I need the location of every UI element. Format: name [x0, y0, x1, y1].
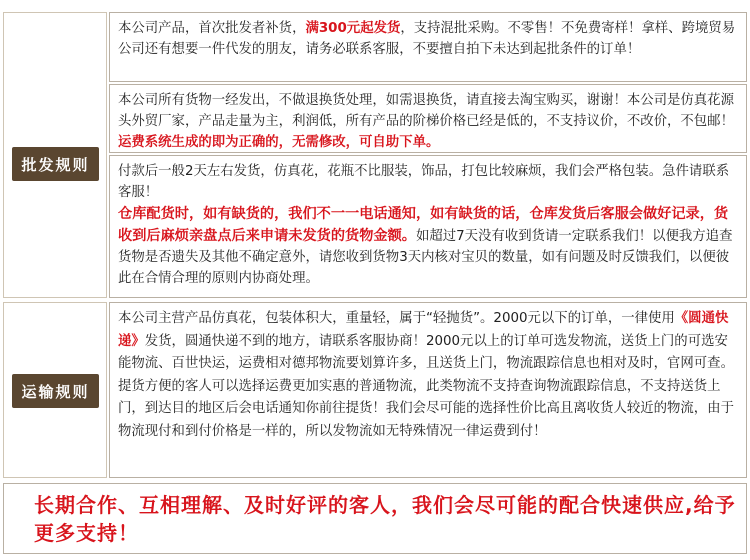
wholesale-minimum-order-text: 本公司产品，首次批发者补货，满300元起发货，支持混批采购。不零售！不免费寄样！拿样、跨境贸易公司还有想要一件代发的朋友，请务必联系客服，不要擅自拍下未达到起批条件的订单！ — [118, 21, 736, 57]
shipping-policy-text: 本公司主营产品仿真花，包装体积大，重量轻，属于“轻抛货”。2000元以下的订单，一律使用《圆通快递》发货，圆通快递不到的地方，请联系客服协商！2000元以上的订单可选发物流，送货上门的可选安能物流、百世快运，运费相对德邦物流要划算许多，且送货上门，物流跟踪信息也相对及时，官网可查。提货方便的客人可以选择运费更加实惠的普通物流，此类物流不支持查询物流跟踪信息，不支持送货上门，到达目的地区后会电话通知你前往提货！我们会尽可能的选择性价比高且离收货人较近的物流，由于物流现付和到付价格是一样的，所以发物流如无特殊情况一律运费到付！ — [118, 311, 734, 439]
no-return-policy-box — [109, 84, 747, 153]
wholesale-label-column — [3, 12, 107, 298]
wholesale-minimum-order-box — [109, 12, 747, 82]
shipping-policy-box — [109, 302, 747, 478]
minimum-order-highlight: 满300元起发货 — [305, 21, 401, 36]
delivery-time-text: 付款后一般2天左右发货，仿真花，花瓶不比服装，饰品，打包比较麻烦，我们会严格包装。急件请联系客服！ — [118, 164, 730, 200]
wholesale-rules-label: 批发规则 — [12, 147, 99, 181]
stock-shortage-text: 仓库配货时，如有缺货的，我们不一一电话通知，如有缺货的话，仓库发货后客服会做好记录，货收到后麻烦亲盘点后来申请未发货的货物金额。如超过7天没有收到货请一定联系我们！以便我方追查货物是否遗失及其他不确定意外，请您收到货物3天内核对宝贝的数量，如有问题及时反馈我们，以便彼此在合情合理的原则内协商处理。 — [118, 206, 733, 286]
no-return-policy-text: 本公司所有货物一经发出，不做退换货处理，如需退换货，请直接去淘宝购买，谢谢！本公司是仿真花源头外贸厂家，产品走量为主，利润低，所有产品的阶梯价格已经是低的，不支持议价，不改价，不包邮！运费系统生成的即为正确的，无需修改，可自助下单。 — [118, 93, 734, 150]
stock-shortage-highlight: 仓库配货时，如有缺货的，我们不一一电话通知，如有缺货的话，仓库发货后客服会做好记录，货收到后麻烦亲盘点后来申请未发货的货物金额。 — [118, 206, 729, 244]
yto-express-highlight: 《圆通快递》 — [118, 311, 729, 349]
freight-notice-highlight: 运费系统生成的即为正确的，无需修改，可自助下单。 — [118, 135, 440, 150]
shipping-label-column — [3, 302, 107, 478]
shipping-rules-label: 运输规则 — [12, 374, 99, 408]
delivery-policy-box — [109, 155, 747, 298]
cooperation-footer-text: 长期合作、互相理解、及时好评的客人，我们会尽可能的配合快速供应,给予更多支持！ — [34, 493, 736, 545]
cooperation-footer-box — [3, 483, 747, 554]
